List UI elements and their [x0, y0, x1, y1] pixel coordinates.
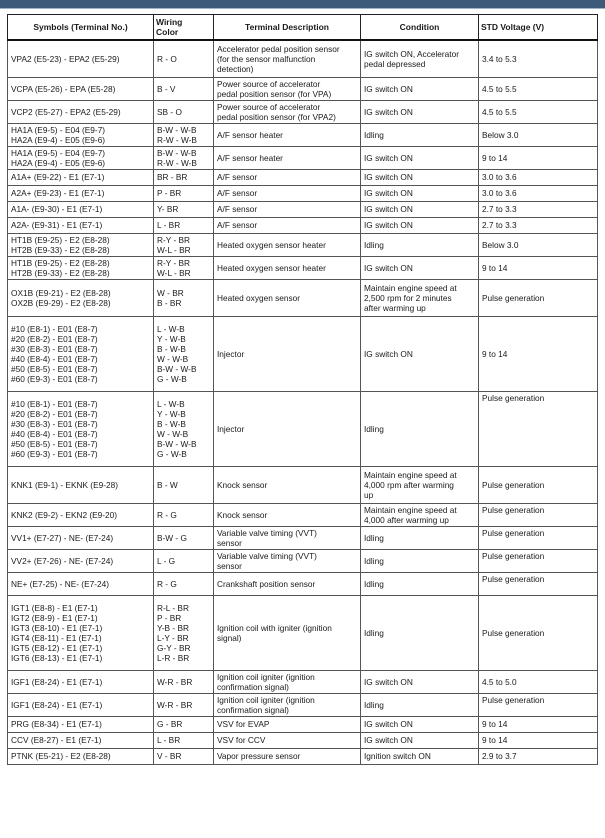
table-row [8, 716, 598, 732]
table-row [8, 732, 598, 748]
symbol-cell: A2A- (E9-31) - E1 (E7-1) [8, 217, 154, 233]
table-body [8, 40, 598, 764]
voltage-cell: 9 to 14 [479, 256, 598, 279]
description-cell: Power source of accelerator pedal position sensor (for VPA2) [214, 100, 361, 123]
description-cell: A/F sensor [214, 217, 361, 233]
condition-cell: Idling [361, 123, 479, 146]
voltage-cell: 9 to 14 [479, 146, 598, 169]
symbol-cell: KNK1 (E9-1) - EKNK (E9-28) [8, 466, 154, 503]
wiring-color-cell: B - V [154, 77, 214, 100]
wiring-color-cell: Y- BR [154, 201, 214, 217]
table-row [8, 100, 598, 123]
symbol-cell: VCP2 (E5-27) - EPA2 (E5-29) [8, 100, 154, 123]
wiring-color-cell: W-R - BR [154, 693, 214, 716]
wiring-color-cell: B-W - W-B R-W - W-B [154, 123, 214, 146]
table-row [8, 503, 598, 526]
description-cell: Injector [214, 316, 361, 391]
condition-cell: IG switch ON [361, 256, 479, 279]
description-cell: Heated oxygen sensor heater [214, 256, 361, 279]
table-row [8, 256, 598, 279]
condition-cell: IG switch ON [361, 316, 479, 391]
table-row [8, 201, 598, 217]
voltage-cell: Pulse generation [479, 526, 598, 549]
description-cell: Crankshaft position sensor [214, 572, 361, 595]
condition-cell: IG switch ON [361, 670, 479, 693]
header-symbols: Symbols (Terminal No.) [8, 15, 154, 41]
symbol-cell: PRG (E8-34) - E1 (E7-1) [8, 716, 154, 732]
table-row [8, 185, 598, 201]
condition-cell: Maintain engine speed at 2,500 rpm for 2 minutes after warming up [361, 279, 479, 316]
table-row [8, 146, 598, 169]
condition-cell: IG switch ON [361, 146, 479, 169]
voltage-cell: Pulse generation [479, 595, 598, 670]
wiring-color-cell: R - O [154, 40, 214, 77]
table-row [8, 233, 598, 256]
description-cell: A/F sensor heater [214, 146, 361, 169]
description-cell: Injector [214, 391, 361, 466]
header-terminal-description: Terminal Description [214, 15, 361, 41]
header-wiring-color: Wiring Color [154, 15, 214, 41]
symbol-cell: IGF1 (E8-24) - E1 (E7-1) [8, 693, 154, 716]
condition-cell: IG switch ON [361, 185, 479, 201]
voltage-cell: 4.5 to 5.0 [479, 670, 598, 693]
symbol-cell: VV1+ (E7-27) - NE- (E7-24) [8, 526, 154, 549]
wiring-color-cell: R-Y - BR W-L - BR [154, 256, 214, 279]
voltage-cell: 9 to 14 [479, 316, 598, 391]
symbol-cell: IGF1 (E8-24) - E1 (E7-1) [8, 670, 154, 693]
condition-cell: IG switch ON [361, 169, 479, 185]
top-bar [0, 0, 605, 9]
symbol-cell: VCPA (E5-26) - EPA (E5-28) [8, 77, 154, 100]
description-cell: A/F sensor [214, 169, 361, 185]
table-row [8, 391, 598, 466]
voltage-cell: 3.0 to 3.6 [479, 169, 598, 185]
table-row [8, 169, 598, 185]
wiring-color-cell: B-W - G [154, 526, 214, 549]
condition-cell: Idling [361, 391, 479, 466]
description-cell: A/F sensor heater [214, 123, 361, 146]
condition-cell: IG switch ON, Accelerator pedal depressed [361, 40, 479, 77]
condition-cell: IG switch ON [361, 77, 479, 100]
voltage-cell: Below 3.0 [479, 123, 598, 146]
wiring-color-cell: R - G [154, 503, 214, 526]
wiring-color-cell: B - W [154, 466, 214, 503]
symbol-cell: HA1A (E9-5) - E04 (E9-7) HA2A (E9-4) - E05 (E9-6) [8, 123, 154, 146]
table-row [8, 549, 598, 572]
description-cell: A/F sensor [214, 185, 361, 201]
wiring-color-cell: L - BR [154, 732, 214, 748]
voltage-cell: 9 to 14 [479, 716, 598, 732]
wiring-color-cell: L - G [154, 549, 214, 572]
wiring-color-cell: B-W - W-B R-W - W-B [154, 146, 214, 169]
description-cell: VSV for EVAP [214, 716, 361, 732]
condition-cell: Idling [361, 693, 479, 716]
symbol-cell: NE+ (E7-25) - NE- (E7-24) [8, 572, 154, 595]
wiring-color-cell: L - W-B Y - W-B B - W-B W - W-B B-W - W-B G - W-B [154, 391, 214, 466]
voltage-cell: Pulse generation [479, 391, 598, 466]
table-row [8, 693, 598, 716]
description-cell: Vapor pressure sensor [214, 748, 361, 764]
voltage-cell: Pulse generation [479, 279, 598, 316]
table-row [8, 77, 598, 100]
condition-cell: IG switch ON [361, 217, 479, 233]
description-cell: Accelerator pedal position sensor (for the sensor malfunction detection) [214, 40, 361, 77]
description-cell: VSV for CCV [214, 732, 361, 748]
condition-cell: Maintain engine speed at 4,000 rpm after warming up [361, 466, 479, 503]
voltage-cell: 4.5 to 5.5 [479, 77, 598, 100]
condition-cell: IG switch ON [361, 716, 479, 732]
description-cell: Power source of accelerator pedal position sensor (for VPA) [214, 77, 361, 100]
voltage-cell: Pulse generation [479, 693, 598, 716]
voltage-cell: Below 3.0 [479, 233, 598, 256]
condition-cell: Idling [361, 549, 479, 572]
wiring-color-cell: V - BR [154, 748, 214, 764]
symbol-cell: CCV (E8-27) - E1 (E7-1) [8, 732, 154, 748]
symbol-cell: A2A+ (E9-23) - E1 (E7-1) [8, 185, 154, 201]
voltage-cell: 3.4 to 5.3 [479, 40, 598, 77]
symbol-cell: HA1A (E9-5) - E04 (E9-7) HA2A (E9-4) - E05 (E9-6) [8, 146, 154, 169]
description-cell: Ignition coil igniter (ignition confirmation signal) [214, 670, 361, 693]
voltage-cell: 4.5 to 5.5 [479, 100, 598, 123]
symbol-cell: HT1B (E9-25) - E2 (E8-28) HT2B (E9-33) - E2 (E8-28) [8, 233, 154, 256]
description-cell: A/F sensor [214, 201, 361, 217]
condition-cell: Idling [361, 595, 479, 670]
table-row [8, 748, 598, 764]
header-std-voltage: STD Voltage (V) [479, 15, 598, 41]
description-cell: Ignition coil igniter (ignition confirmation signal) [214, 693, 361, 716]
table-row [8, 572, 598, 595]
table-row [8, 466, 598, 503]
description-cell: Variable valve timing (VVT) sensor [214, 549, 361, 572]
voltage-cell: 2.7 to 3.3 [479, 217, 598, 233]
table-row [8, 526, 598, 549]
description-cell: Variable valve timing (VVT) sensor [214, 526, 361, 549]
symbol-cell: VPA2 (E5-23) - EPA2 (E5-29) [8, 40, 154, 77]
description-cell: Knock sensor [214, 466, 361, 503]
table-row [8, 670, 598, 693]
condition-cell: Maintain engine speed at 4,000 after warming up [361, 503, 479, 526]
description-cell: Heated oxygen sensor [214, 279, 361, 316]
wiring-color-cell: R-L - BR P - BR Y-B - BR L-Y - BR G-Y - BR L-R - BR [154, 595, 214, 670]
voltage-cell: Pulse generation [479, 466, 598, 503]
symbol-cell: #10 (E8-1) - E01 (E8-7) #20 (E8-2) - E01 (E8-7) #30 (E8-3) - E01 (E8-7) #40 (E8-4) - E01 (E8-7) #50 (E8-5) - E01 (E8-7) #60 (E9-3) - E01 (E8-7) [8, 391, 154, 466]
voltage-cell: 9 to 14 [479, 732, 598, 748]
symbol-cell: #10 (E8-1) - E01 (E8-7) #20 (E8-2) - E01 (E8-7) #30 (E8-3) - E01 (E8-7) #40 (E8-4) - E01 (E8-7) #50 (E8-5) - E01 (E8-7) #60 (E9-3) - E01 (E8-7) [8, 316, 154, 391]
wiring-color-cell: L - W-B Y - W-B B - W-B W - W-B B-W - W-B G - W-B [154, 316, 214, 391]
description-cell: Ignition coil with igniter (ignition signal) [214, 595, 361, 670]
condition-cell: Idling [361, 233, 479, 256]
wiring-color-cell: BR - BR [154, 169, 214, 185]
table-row [8, 595, 598, 670]
header-condition: Condition [361, 15, 479, 41]
symbol-cell: HT1B (E9-25) - E2 (E8-28) HT2B (E9-33) - E2 (E8-28) [8, 256, 154, 279]
wiring-color-cell: P - BR [154, 185, 214, 201]
voltage-cell: Pulse generation [479, 503, 598, 526]
wiring-color-cell: R-Y - BR W-L - BR [154, 233, 214, 256]
voltage-cell: 2.9 to 3.7 [479, 748, 598, 764]
table-row [8, 217, 598, 233]
condition-cell: IG switch ON [361, 201, 479, 217]
table-row [8, 123, 598, 146]
condition-cell: Ignition switch ON [361, 748, 479, 764]
voltage-cell: 2.7 to 3.3 [479, 201, 598, 217]
symbol-cell: VV2+ (E7-26) - NE- (E7-24) [8, 549, 154, 572]
symbol-cell: PTNK (E5-21) - E2 (E8-28) [8, 748, 154, 764]
description-cell: Heated oxygen sensor heater [214, 233, 361, 256]
symbol-cell: A1A- (E9-30) - E1 (E7-1) [8, 201, 154, 217]
wiring-color-cell: SB - O [154, 100, 214, 123]
condition-cell: Idling [361, 572, 479, 595]
wiring-color-cell: G - BR [154, 716, 214, 732]
symbol-cell: IGT1 (E8-8) - E1 (E7-1) IGT2 (E8-9) - E1 (E7-1) IGT3 (E8-10) - E1 (E7-1) IGT4 (E8-11) - E1 (E7-1) IGT5 (E8-12) - E1 (E7-1) IGT6 (E8-13) - E1 (E7-1) [8, 595, 154, 670]
symbol-cell: KNK2 (E9-2) - EKN2 (E9-20) [8, 503, 154, 526]
table-row [8, 40, 598, 77]
table-row [8, 316, 598, 391]
condition-cell: IG switch ON [361, 732, 479, 748]
header-row [8, 15, 598, 41]
wiring-color-cell: W - BR B - BR [154, 279, 214, 316]
voltage-cell: Pulse generation [479, 549, 598, 572]
voltage-cell: Pulse generation [479, 572, 598, 595]
description-cell: Knock sensor [214, 503, 361, 526]
symbol-cell: OX1B (E9-21) - E2 (E8-28) OX2B (E9-29) - E2 (E8-28) [8, 279, 154, 316]
voltage-cell: 3.0 to 3.6 [479, 185, 598, 201]
wiring-color-cell: R - G [154, 572, 214, 595]
wiring-color-cell: L - BR [154, 217, 214, 233]
symbol-cell: A1A+ (E9-22) - E1 (E7-1) [8, 169, 154, 185]
terminal-voltage-table [7, 14, 598, 765]
condition-cell: IG switch ON [361, 100, 479, 123]
wiring-color-cell: W-R - BR [154, 670, 214, 693]
table-row [8, 279, 598, 316]
condition-cell: Idling [361, 526, 479, 549]
